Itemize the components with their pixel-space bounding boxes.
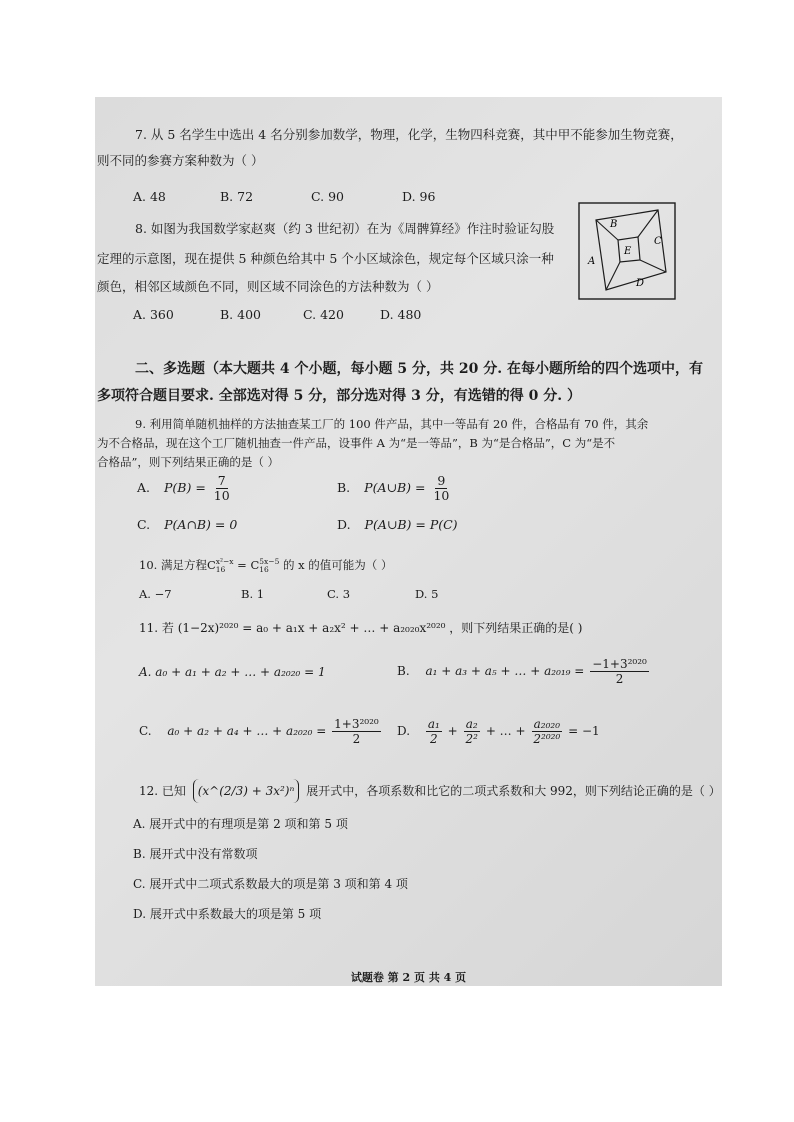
q11-option-c-label: C. (139, 724, 152, 738)
q8-option-c: C. 420 (303, 307, 344, 322)
q9-option-a-denominator: 10 (213, 488, 230, 503)
q11-option-d-term3-num: a₂₀₂₀ (533, 717, 561, 731)
q9-option-c-expr: P(A∩B) = 0 (164, 517, 238, 532)
q9-option-a-fraction (212, 474, 232, 503)
q10-right-sub: 16 (259, 565, 269, 574)
q11-option-d-mid: + … + (485, 724, 526, 738)
q11-option-d-term3 (531, 717, 562, 746)
q12-option-a: A. 展开式中的有理项是第 2 项和第 5 项 (133, 817, 348, 831)
q11-option-b-label: B. (397, 664, 410, 678)
q11-option-a: A. a₀ + a₁ + a₂ + … + a₂₀₂₀ = 1 (139, 665, 326, 679)
q11-option-d-term1-num: a₁ (427, 717, 440, 731)
q10-right-sup: 5x−5 (259, 557, 280, 566)
q10-combination-left: C (206, 558, 216, 572)
q8-option-d: D. 480 (380, 307, 422, 322)
q8-option-b: B. 400 (220, 307, 261, 322)
q7-option-b: B. 72 (220, 189, 254, 204)
page-footer: 试题卷 第 2 页 共 4 页 (350, 971, 467, 984)
q11-option-d: D. $\frac{\text{a₁}}{2}$ + $\frac{\text{a₂}}{\text{2²}}$ + … + $\frac{\text{a₂₀₂₀}}{\text{2²⁰²⁰}}$ = −1 (397, 717, 600, 746)
q9-stem-line3: 合格品”，则下列结果正确的是（ ） (97, 455, 280, 469)
q11-option-b-denominator: 2 (615, 672, 624, 686)
q10-combination-right: = C (233, 558, 260, 572)
q9-option-b-expr: P(A∪B) = (364, 480, 426, 495)
q9-option-d-label: D. (337, 517, 351, 532)
q9-option-d-expr: P(A∪B) = P(C) (364, 517, 458, 532)
q12-option-c: C. 展开式中二项式系数最大的项是第 3 项和第 4 项 (133, 877, 408, 891)
q11-option-d-term2-num: a₂ (465, 717, 478, 731)
q11-option-d-term1-den: 2 (430, 732, 438, 746)
q10-stem (139, 557, 392, 574)
q12-stem-suffix: 展开式中，各项系数和比它的二项式系数和大 992，则下列结论正确的是（ ） (306, 784, 721, 798)
q10-option-a: A. −7 (139, 587, 172, 601)
q9-option-a-label: A. (137, 480, 151, 495)
q10-left-sub: 16 (215, 565, 226, 574)
q11-option-d-tail: = −1 (568, 724, 600, 738)
q12-stem (139, 779, 721, 803)
q11-stem: 11. 若 (1−2x)²⁰²⁰ = a₀ + a₁x + a₂x² + … + a₂₀₂₀x²⁰²⁰ ，则下列结果正确的是( ) (139, 621, 583, 635)
q8-stem-line1: 8. 如图为我国数学家赵爽（约 3 世纪初）在为《周髀算经》作注时验证勾股 (135, 221, 555, 236)
section2-heading-line1: 二、多选题（本大题共 4 个小题，每小题 5 分，共 20 分. 在每小题所给的四个选项中，有 (135, 361, 703, 377)
q10-option-d: D. 5 (415, 587, 439, 601)
q11-option-b-numerator: −1+3²⁰²⁰ (592, 657, 647, 671)
q9-stem-line1: 9. 利用简单随机抽样的方法抽查某工厂的 100 件产品，其中一等品有 20 件，合格品有 70 件，其余 (135, 417, 649, 431)
diagram-label-a: A (588, 256, 596, 267)
q9-option-b (337, 474, 453, 503)
q11-option-c-expr: a₀ + a₂ + a₄ + … + a₂₀₂₀ = (167, 724, 327, 738)
q7-option-a: A. 48 (133, 189, 166, 204)
q7-stem-line1: 7. 从 5 名学生中选出 4 名分别参加数学，物理，化学，生物四科竞赛，其中甲不能参加生物竞赛， (135, 127, 683, 142)
q11-option-d-term1 (426, 717, 442, 746)
q11-option-d-label: D. (397, 724, 411, 738)
q8-stem-line2: 定理的示意图，现在提供 5 种颜色给其中 5 个小区域涂色，规定每个区域只涂一种 (97, 251, 554, 266)
diagram-label-d: D (636, 278, 645, 289)
zhao-shuang-diagram (578, 202, 676, 300)
q10-option-b: B. 1 (241, 587, 265, 601)
q9-option-a-expr: P(B) = (164, 480, 206, 495)
q10-option-c: C. 3 (327, 587, 351, 601)
q8-option-a: A. 360 (133, 307, 174, 322)
q11-option-c (139, 717, 383, 746)
q9-option-b-denominator: 10 (433, 488, 450, 503)
q9-option-c-label: C. (137, 517, 151, 532)
q9-option-c (137, 517, 237, 532)
q9-option-a (137, 474, 234, 503)
q11-option-b-expr: a₁ + a₃ + a₅ + … + a₂₀₁₉ = (425, 664, 585, 678)
q9-option-a-numerator: 7 (217, 473, 226, 488)
q9-stem-line2: 为不合格品，现在这个工厂随机抽查一件产品，设事件 A 为“是一等品”，B 为“是合格品”，C 为“是不 (97, 436, 616, 450)
diagram-label-e: E (624, 246, 632, 257)
q12-option-d: D. 展开式中系数最大的项是第 5 项 (133, 907, 322, 921)
q11-option-d-term3-den: 2²⁰²⁰ (533, 732, 561, 746)
exam-page (95, 97, 722, 986)
q11-option-b-fraction (590, 657, 649, 686)
q11-option-b (397, 657, 651, 686)
q10-stem-suffix: 的 x 的值可能为（ ） (279, 558, 393, 572)
q9-option-d (337, 517, 458, 532)
section2-heading-line2: 多项符合题目要求. 全部选对得 5 分，部分选对得 3 分，有选错的得 0 分. ） (97, 388, 581, 404)
q8-stem-line3: 颜色，相邻区域颜色不同，则区域不同涂色的方法种数为（ ） (97, 279, 439, 294)
q11-option-c-numerator: 1+3²⁰²⁰ (334, 717, 379, 731)
diagram-label-c: C (654, 236, 662, 247)
q7-option-d: D. 96 (402, 189, 436, 204)
q12-stem-prefix: 12. 已知 (139, 784, 186, 798)
q11-option-d-term2 (464, 717, 480, 746)
q9-option-b-fraction (431, 474, 451, 503)
q11-option-c-denominator: 2 (352, 732, 361, 746)
q12-option-b: B. 展开式中没有常数项 (133, 847, 258, 861)
q9-option-b-label: B. (337, 480, 351, 495)
q7-stem-line2: 则不同的参赛方案种数为（ ） (97, 153, 264, 168)
q9-option-b-numerator: 9 (437, 473, 446, 488)
q7-option-c: C. 90 (311, 189, 344, 204)
diagram-label-b: B (610, 219, 618, 230)
q10-left-sup: x²−x (215, 557, 234, 566)
q12-binomial-expr: (x^(2/3) + 3x²)ⁿ (193, 779, 300, 803)
q11-option-c-fraction (332, 717, 381, 746)
q11-option-d-term2-den: 2² (465, 732, 478, 746)
q10-stem-prefix: 10. 满足方程 (139, 558, 207, 572)
